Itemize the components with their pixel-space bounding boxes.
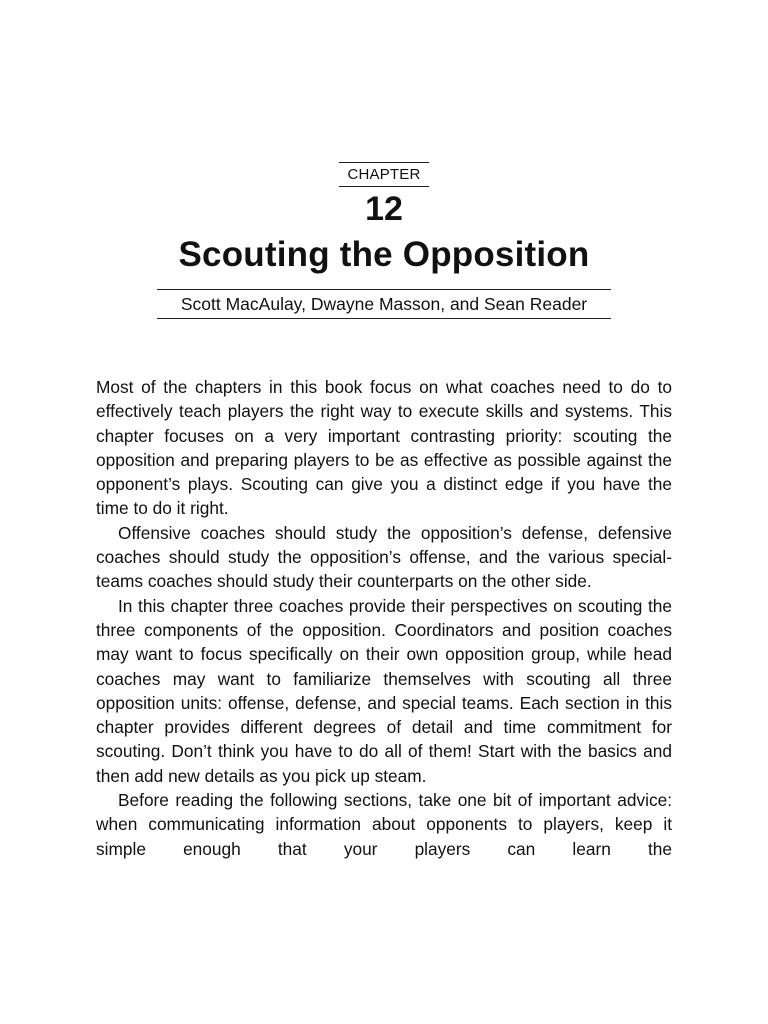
chapter-label: CHAPTER <box>339 162 429 187</box>
paragraph-2: Offensive coaches should study the opposition’s defense, defensive coaches should study the opposition’s offense, and the various special-teams coaches should study their counterparts on the other side. <box>96 522 672 592</box>
chapter-label-container <box>0 162 768 187</box>
paragraph-1: Most of the chapters in this book focus on what coaches need to do to effectively teach players the right way to execute skills and systems. This chapter focuses on a very important contrasting priority: scouting the opposition and preparing players to be as effective as possible against the opponent’s plays. Scouting can give you a distinct edge if you have the time to do it right. <box>96 377 672 519</box>
paragraph-4: Before reading the following sections, take one bit of important advice: when communicating information about opponents to players, keep it simple enough that your players can learn the <box>96 790 672 859</box>
chapter-number: 12 <box>365 190 403 228</box>
chapter-authors: Scott MacAulay, Dwayne Masson, and Sean Reader <box>157 289 611 319</box>
body-text <box>96 375 672 861</box>
paragraph-3: In this chapter three coaches provide their perspectives on scouting the three components of the opposition. Coordinators and position coaches may want to focus specifically on their own opposition group, while head coaches may want to familiarize themselves with scouting all three opposition units: offense, defense, and special teams. Each section in this chapter provides different degrees of detail and time commitment for scouting. Don’t think you have to do all of them! Start with the basics and then add new details as you pick up steam. <box>96 595 672 786</box>
chapter-title: Scouting the Opposition <box>178 235 590 274</box>
